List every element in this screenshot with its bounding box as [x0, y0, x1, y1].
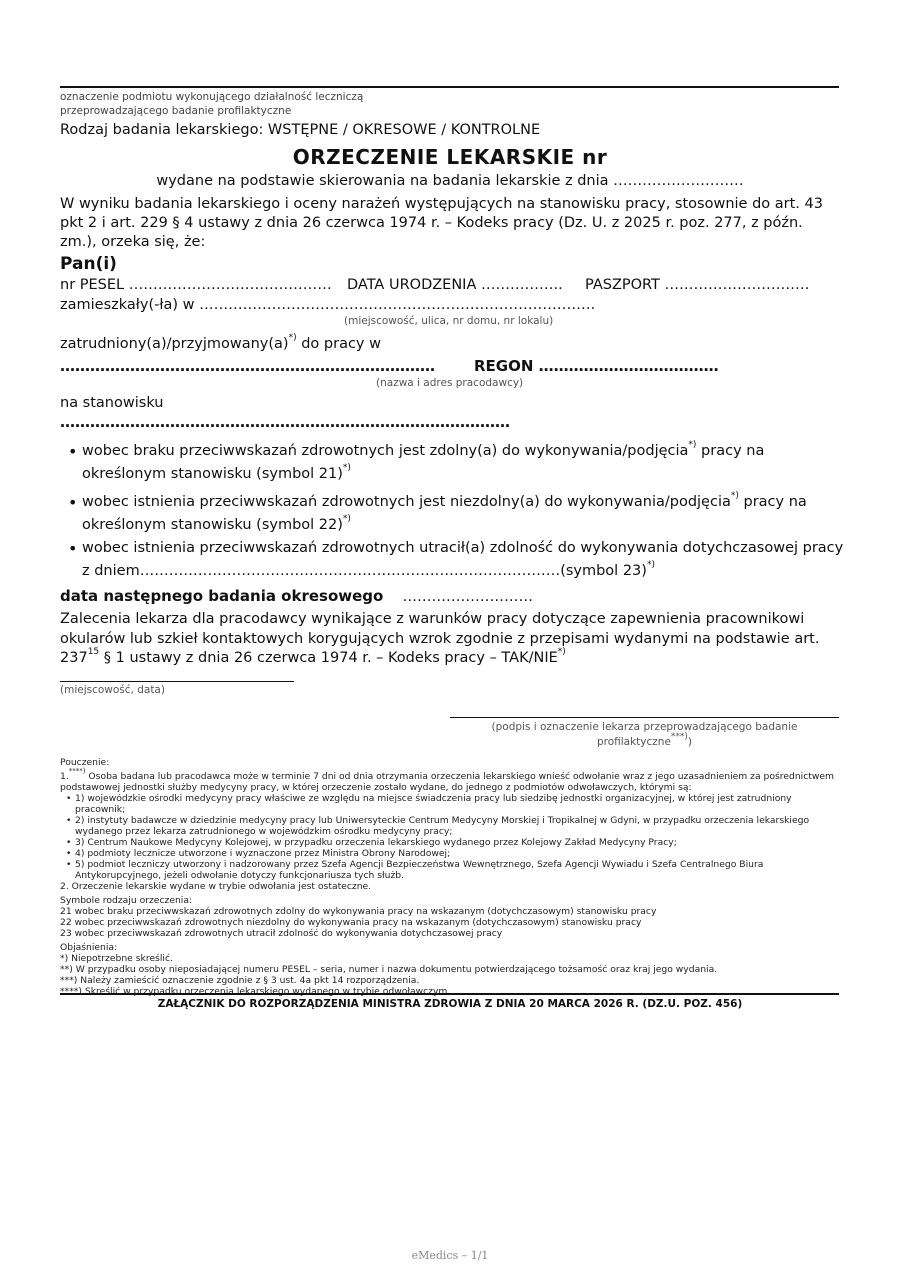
entity-label-line2: przeprowadzającego badanie profilaktyczne [60, 105, 292, 117]
regon-field: REGON ……………………………… [474, 357, 719, 375]
next-exam-dots: ……………………… [402, 589, 533, 605]
intro-paragraph: W wyniku badania lekarskiego i oceny narażeń występujących na stanowisku pracy, stosownie do art. 43 pkt 2 i art. 229 § 4 ustawy z dnia 26 czerwca 1974 r. – Kodeks pracy (Dz. U. z 2025 r. poz. 277, z późn. zm.), orzeka się, że: [60, 196, 823, 250]
appeal-bodies-list [60, 793, 839, 881]
verdict-item-lost-capacity: • wobec istnienia przeciwwskazań zdrowotnych utracił(a) zdolność do wykonywania dotychczasowej pracy z dniem……………………………………………………………………………(symbol 23)*) [68, 539, 844, 579]
person-label: Pan(i) [60, 254, 117, 274]
address-caption: (miejscowość, ulica, nr domu, nr lokalu) [344, 315, 554, 327]
instructions-title: Pouczenie: [60, 757, 110, 768]
employment-line [60, 335, 381, 354]
address-field: zamieszkały(-ła) w ………………………………………………………………………. [60, 297, 596, 313]
list-item: • 5) podmiot leczniczy utworzony i nadzorowany przez Szefa Agencji Bezpieczeństwa Wewnętrznego, Szefa Agencji Wywiadu i Szefa Centralnego Biura Antykorupcyjnego, jeżeli odwołanie dotyczy funkcjonariusza tych służb. [60, 859, 839, 881]
annex-note: ZAŁĄCZNIK DO ROZPORZĄDZENIA MINISTRA ZDROWIA Z DNIA 20 MARCA 2026 R. (DZ.U. POZ. 456) [157, 998, 743, 1010]
pesel-field: nr PESEL …………………………………… [60, 277, 332, 293]
list-item: • 1) wojewódzkie ośrodki medycyny pracy właściwe ze względu na miejsce świadczenia pracy lub siedzibę jednostki organizacyjnej, w której jest zatrudniony pracownik; [60, 793, 839, 815]
position-dots: ……………………………………………………………………………… [60, 413, 510, 431]
employment-footnote-mark: *) [288, 333, 297, 344]
employer-dots: ………………………………………………………………… [60, 357, 435, 375]
doctor-signature-caption: (podpis i oznaczenie lekarza przeprowadzającego badanie profilaktyczne***)) [491, 721, 798, 748]
symbols-title: Symbole rodzaju orzeczenia: [60, 895, 193, 906]
list-item: • 4) podmioty lecznicze utworzone i wyznaczone przez Ministra Obrony Narodowej; [60, 848, 839, 859]
list-item: • 3) Centrum Naukowe Medycyny Kolejowej, w przypadku orzeczenia lekarskiego wydanego przez Kolejowy Zakład Medycyny Pracy; [60, 837, 839, 848]
next-exam-row [60, 586, 533, 607]
bullet-icon: • [68, 539, 78, 558]
instruction-2: 2. Orzeczenie lekarskie wydane w trybie odwołania jest ostateczne. [60, 881, 372, 892]
place-date-caption: (miejscowość, data) [60, 684, 165, 696]
symbol-21: 21 wobec braku przeciwwskazań zdrowotnych zdolny do wykonywania pracy na wskazanym (dotychczasowym) stanowisku pracy [60, 906, 657, 917]
document-subtitle: wydane na podstawie skierowania na badania lekarskie z dnia ……………………… [156, 173, 744, 189]
top-rule [60, 86, 839, 88]
verdict-item-fit: • wobec braku przeciwwskazań zdrowotnych jest zdolny(a) do wykonywania/podjęcia*) pracy na określonym stanowisku (symbol 21)*) [68, 440, 765, 482]
bullet-icon: • [68, 493, 78, 512]
entity-label-line1: oznaczenie podmiotu wykonującego działalność leczniczą [60, 91, 364, 103]
employer-caption: (nazwa i adres pracodawcy) [376, 377, 524, 389]
explanation-1: *) Niepotrzebne skreślić. [60, 953, 173, 964]
place-date-signature-line [60, 681, 294, 682]
explanation-3: ***) Należy zamieścić oznaczenie zgodnie z § 3 ust. 4a pkt 14 rozporządzenia. [60, 975, 420, 986]
instructions-section [60, 757, 839, 997]
birth-date-field: DATA URODZENIA …………….. [347, 277, 563, 293]
list-item: • 2) instytuty badawcze w dziedzinie medycyny pracy lub Uniwersyteckie Centrum Medycyny Morskiej i Tropikalnej w Gdyni, w przypadku orzeczenia lekarskiego wydanego przez lekarza zatrudnionego w wojewódzkim ośrodku medycyny pracy; [60, 815, 839, 837]
explanations-title: Objaśnienia: [60, 942, 118, 953]
explanation-2: **) W przypadku osoby nieposiadającej numeru PESEL – seria, numer i nazwa dokumentu potwierdzającego tożsamość oraz kraj jego wydania. [60, 964, 718, 975]
page-footer: eMedics – 1/1 [411, 1249, 489, 1262]
doctor-signature-line [450, 717, 839, 718]
instruction-1: 1.****) Osoba badana lub pracodawca może w terminie 7 dni od dnia otrzymania orzeczenia lekarskiego wnieść odwołanie wraz z jego uzasadnieniem za pośrednictwem podstawowej jednostki służby medycyny pracy, w której orzeczenie zostało wydane, do jednego z podmiotów odwoławczych, którymi są: [60, 766, 835, 793]
bottom-rule [60, 993, 839, 995]
next-exam-label: data następnego badania okresowego [60, 587, 384, 605]
explanation-4: ****) Skreślić w przypadku orzeczenia lekarskiego wydanego w trybie odwoławczym. [60, 986, 451, 997]
symbol-23: 23 wobec przeciwwskazań zdrowotnych utracił zdolność do wykonywania dotychczasowej pracy [60, 928, 503, 939]
employment-tail: do pracy w [296, 336, 381, 352]
recommendation-paragraph: Zalecenia lekarza dla pracodawcy wynikające z warunków pracy dotyczące zapewnienia pracownikowi okularów lub szkieł kontaktowych korygujących wzrok zgodnie z przepisami wydanymi na podstawie art. $237^{15}$ § 1 ustawy z dnia 26 czerwca 1974 r. – Kodeks pracy – TAK/NIE*) [60, 611, 820, 666]
symbol-22: 22 wobec przeciwwskazań zdrowotnych niezdolny do wykonywania pracy na wskazanym (dotychczasowym) stanowisku pracy [60, 917, 642, 928]
document-title: ORZECZENIE LEKARSKIE nr [292, 145, 608, 169]
bullet-icon: • [68, 442, 78, 461]
position-label: na stanowisku [60, 395, 164, 411]
exam-type: Rodzaj badania lekarskiego: WSTĘPNE / OKRESOWE / KONTROLNE [60, 122, 541, 138]
employment-label: zatrudniony(a)/przyjmowany(a) [60, 336, 289, 352]
passport-field: PASZPORT ………………………… [585, 277, 810, 293]
verdict-item-unfit: • wobec istnienia przeciwwskazań zdrowotnych jest niezdolny(a) do wykonywania/podjęcia*) pracy na określonym stanowisku (symbol 22)*) [68, 491, 807, 533]
